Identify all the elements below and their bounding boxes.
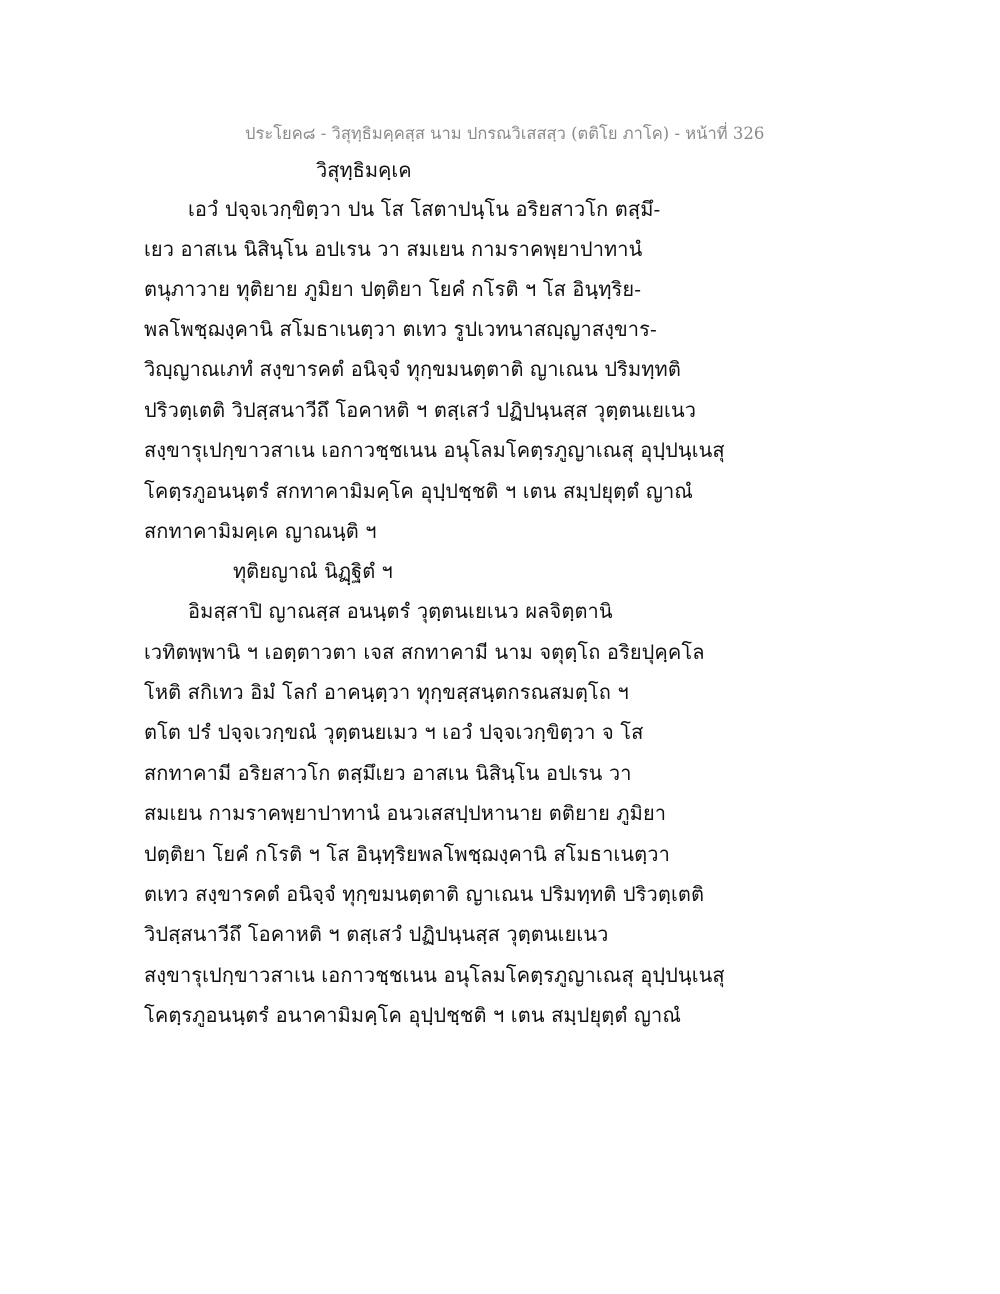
text-line: สมเยน กามราคพฺยาปาทานํ อนวเสสปฺปหานาย ตติยาย ภูมิยา [144,801,667,825]
text-line: เวทิตพฺพานิ ฯ เอตฺตาวตา เจส สกทาคามี นาม จตุตฺโถ อริยปุคฺคโล [144,640,705,664]
text-line: โคตฺรภูอนนฺตรํ สกทาคามิมคฺโค อุปฺปชฺชติ ฯ เตน สมฺปยุตฺตํ ญาณํ [144,479,693,503]
text-line: ปตฺติยา โยคํ กโรติ ฯ โส อินฺทฺริยพลโพชฺฌงฺคานิ สโมธาเนตฺวา [144,842,670,866]
text-line: สงฺขารุเปกฺขาวสาเน เอกาวชฺชเนน อนุโลมโคตฺรภูญาเณสุ อุปฺปนฺเนสุ [144,963,725,987]
section-subtitle: ทุติยญาณํ นิฏฺฐิตํ ฯ [233,559,393,583]
text-line: สกทาคามี อริยสาวโก ตสฺมึเยว อาสเน นิสินฺโน อปเรน วา [144,761,632,785]
text-line: ปริวตฺเตติ วิปสฺสนาวีถึ โอคาหติ ฯ ตสฺเสวํ ปฏิปนฺนสฺส วุตฺตนเยเนว [144,398,697,422]
text-line: วิญฺญาณเภทํ สงฺขารคตํ อนิจฺจํ ทุกฺขมนตฺตาติ ญาเณน ปริมทฺทติ [144,357,681,381]
text-line: โคตฺรภูอนนฺตรํ อนาคามิมคฺโค อุปฺปชฺชติ ฯ เตน สมฺปยุตฺตํ ญาณํ [144,1003,682,1027]
text-line: ตเทว สงฺขารคตํ อนิจฺจํ ทุกฺขมนตฺตาติ ญาเณน ปริมทฺทติ ปริวตฺเตติ [144,882,705,906]
text-line: โหติ สกิเทว อิมํ โลกํ อาคนฺตฺวา ทุกฺขสฺสนฺตกรณสมตฺโถ ฯ [144,680,629,704]
text-line: สงฺขารุเปกฺขาวสาเน เอกาวชฺชเนน อนุโลมโคตฺรภูญาเณสุ อุปฺปนฺเนสุ [144,438,725,462]
text-line: ตนุภาวาย ทุติยาย ภูมิยา ปตฺติยา โยคํ กโรติ ฯ โส อินฺทฺริย- [144,277,642,301]
text-line: พลโพชฺฌงฺคานิ สโมธาเนตฺวา ตเทว รูปเวทนาสญฺญาสงฺขาร- [144,317,657,341]
section-title: วิสุทฺธิมคฺเค [316,158,412,182]
text-line: วิปสฺสนาวีถึ โอคาหติ ฯ ตสฺเสวํ ปฏิปนฺนสฺส วุตฺตนเยเนว [144,922,609,946]
text-line: อิมสฺสาปิ ญาณสฺส อนนฺตรํ วุตฺตนเยเนว ผลจิตฺตานิ [188,599,613,623]
text-line: สกทาคามิมคฺเค ญาณนฺติ ฯ [144,519,377,543]
text-line: ตโต ปรํ ปจฺจเวกฺขณํ วุตฺตนยเมว ฯ เอวํ ปจฺจเวกฺขิตฺวา จ โส [144,720,644,744]
text-line: เอวํ ปจฺจเวกฺขิตฺวา ปน โส โสตาปนฺโน อริยสาวโก ตสฺมึ- [188,197,661,221]
page-header: ประโยค๘ - วิสุทฺธิมคฺคสฺส นาม ปกรณวิเสสสฺว (ตติโย ภาโค) - หน้าที่ 326 [245,124,765,143]
text-line: เยว อาสเน นิสินฺโน อปเรน วา สมเยน กามราคพฺยาปาทานํ [144,237,643,261]
